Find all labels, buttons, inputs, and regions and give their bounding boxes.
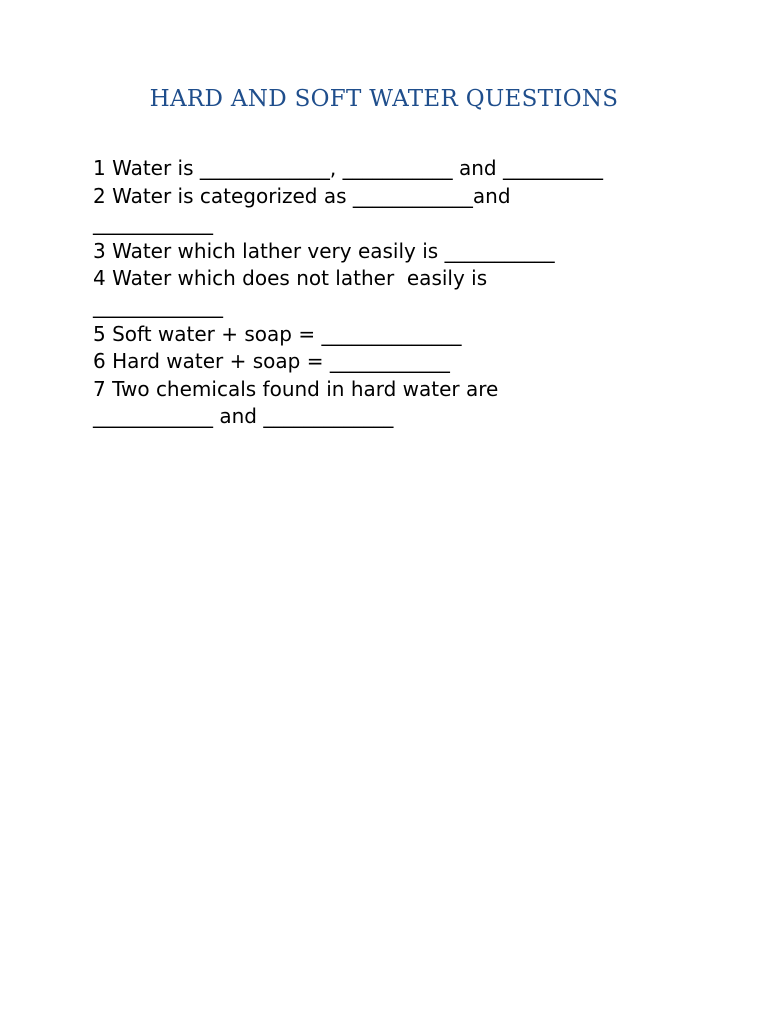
question-3-line: 3 Water which lather very easily is ___________	[93, 238, 555, 263]
question-7-line: 7 Two chemicals found in hard water are	[93, 376, 499, 401]
question-6-line: 6 Hard water + soap = ____________	[93, 349, 450, 374]
page-title: HARD AND SOFT WATER QUESTIONS	[149, 86, 619, 112]
question-1-line: 1 Water is _____________, ___________ and __________	[93, 156, 603, 180]
question-2-continuation: ____________	[93, 211, 213, 236]
questions-list	[93, 155, 693, 431]
question-4-continuation: _____________	[93, 293, 223, 318]
question-7-continuation: ____________ and _____________	[93, 404, 394, 429]
question-2-line: 2 Water is categorized as ____________and	[93, 183, 511, 208]
question-5-line: 5 Soft water + soap = ______________	[93, 321, 462, 346]
question-4-line: 4 Water which does not lather easily is	[93, 266, 488, 291]
